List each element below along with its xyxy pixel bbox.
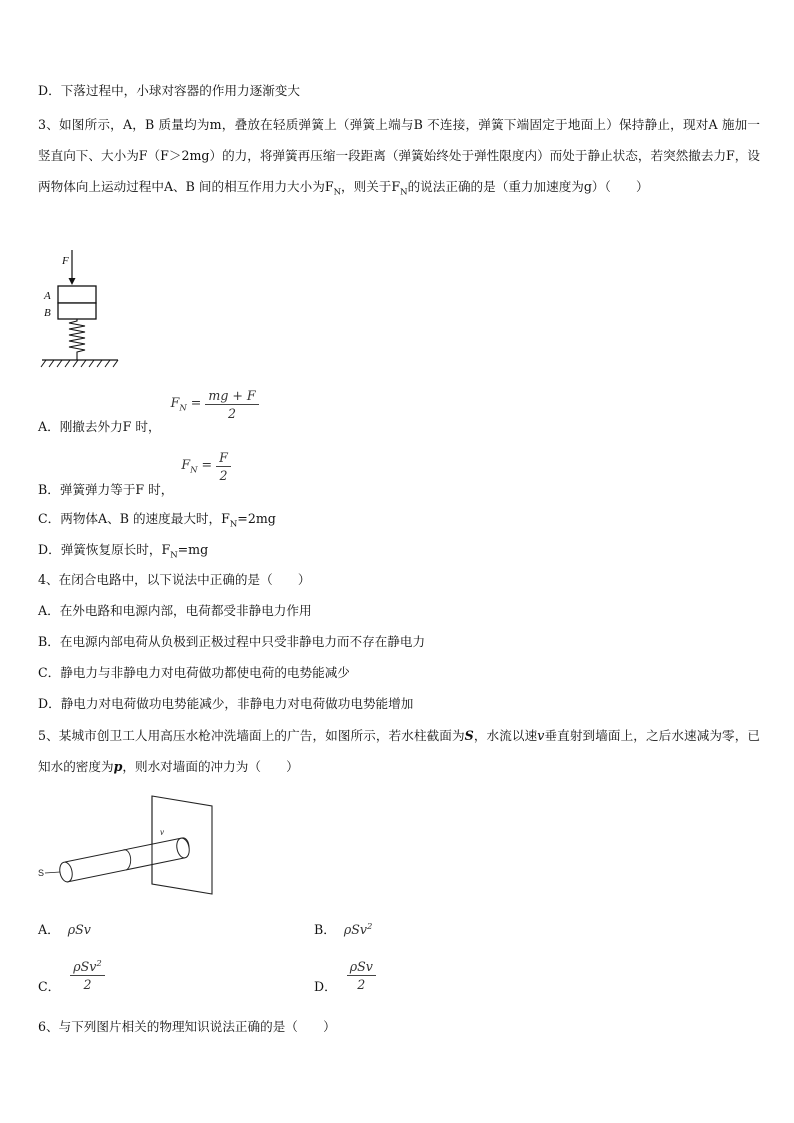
q3-option-c: C．两物体A、B 的速度最大时，$F_N=2mg$ — [38, 511, 276, 530]
q5-option-a: A． ρSv — [38, 922, 91, 937]
q6-stem: 6、与下列图片相关的物理知识说法正确的是（ ） — [38, 1019, 336, 1034]
q3-stem: 3、如图所示，A，B 质量均为m，叠放在轻质弹簧上（弹簧上端与B 不连接，弹簧下端固定于地面上）保持静止，现对A 施加一竖直向下、大小为F（F＞2mg）的力，将弹簧再压缩一段距离（弹簧始终处于弹性限度内）而处于静止状态，若突然撤去力F，设两物体向上运动过程中A、B 间的相互作用力大小为$F_N$，则关于$F_N$的说法正确的是（重力加速度为g）（ ） — [38, 117, 760, 198]
q4-option-a: A．在外电路和电源内部，电荷都受非静电力作用 — [38, 603, 312, 618]
q5-option-d: D． $\frac{\text{ρSv}}{2}$ — [314, 959, 376, 992]
block-a — [58, 286, 96, 303]
block-b — [58, 303, 96, 319]
q3-option-b: B．弹簧弹力等于F 时， $F_N$ = $\frac{F}{2}$ — [38, 450, 231, 483]
q5-option-b: B． ρSv$^2$ — [314, 921, 373, 937]
ground-hatch-icon — [41, 360, 118, 367]
spring-icon — [69, 319, 85, 360]
q3-option-a: A．刚撤去外力F 时， $F_N$ = $\frac{mg + F}{2}$ — [38, 388, 259, 421]
q4-option-c: C．静电力与非静电力对电荷做功都使电荷的电势能减少 — [38, 665, 350, 680]
q4-option-b: B．在电源内部电荷从负极到正极过程中只受非静电力而不存在静电力 — [38, 634, 426, 649]
q5-fig-label-s: S — [38, 868, 45, 878]
q3-spring-blocks-figure — [38, 248, 128, 370]
q3-option-d: D．弹簧恢复原长时，$F_N=mg$ — [38, 542, 209, 561]
q3-fig-label-a: A — [44, 290, 51, 302]
q5-fig-label-v: v — [160, 827, 164, 837]
q3-fig-label-f: F — [62, 255, 69, 267]
q3-fig-label-b: B — [44, 307, 51, 319]
q5-stem: 5、某城市创卫工人用高压水枪冲洗墙面上的广告，如图所示，若水柱截面为S，水流以速v垂直射到墙面上，之后水速减为零，已知水的密度为p，则水对墙面的冲力为（ ） — [38, 728, 761, 774]
q5-water-jet-figure — [38, 794, 218, 898]
q2-option-d: D．下落过程中，小球对容器的作用力逐渐变大 — [38, 83, 300, 98]
q4-stem: 4、在闭合电路中，以下说法中正确的是（ ） — [38, 572, 311, 587]
q4-option-d: D．静电力对电荷做功电势能减少，非静电力对电荷做功电势能增加 — [38, 696, 414, 711]
q5-option-c: C． $\frac{\rho Sv^2}{2}$ — [38, 959, 105, 992]
